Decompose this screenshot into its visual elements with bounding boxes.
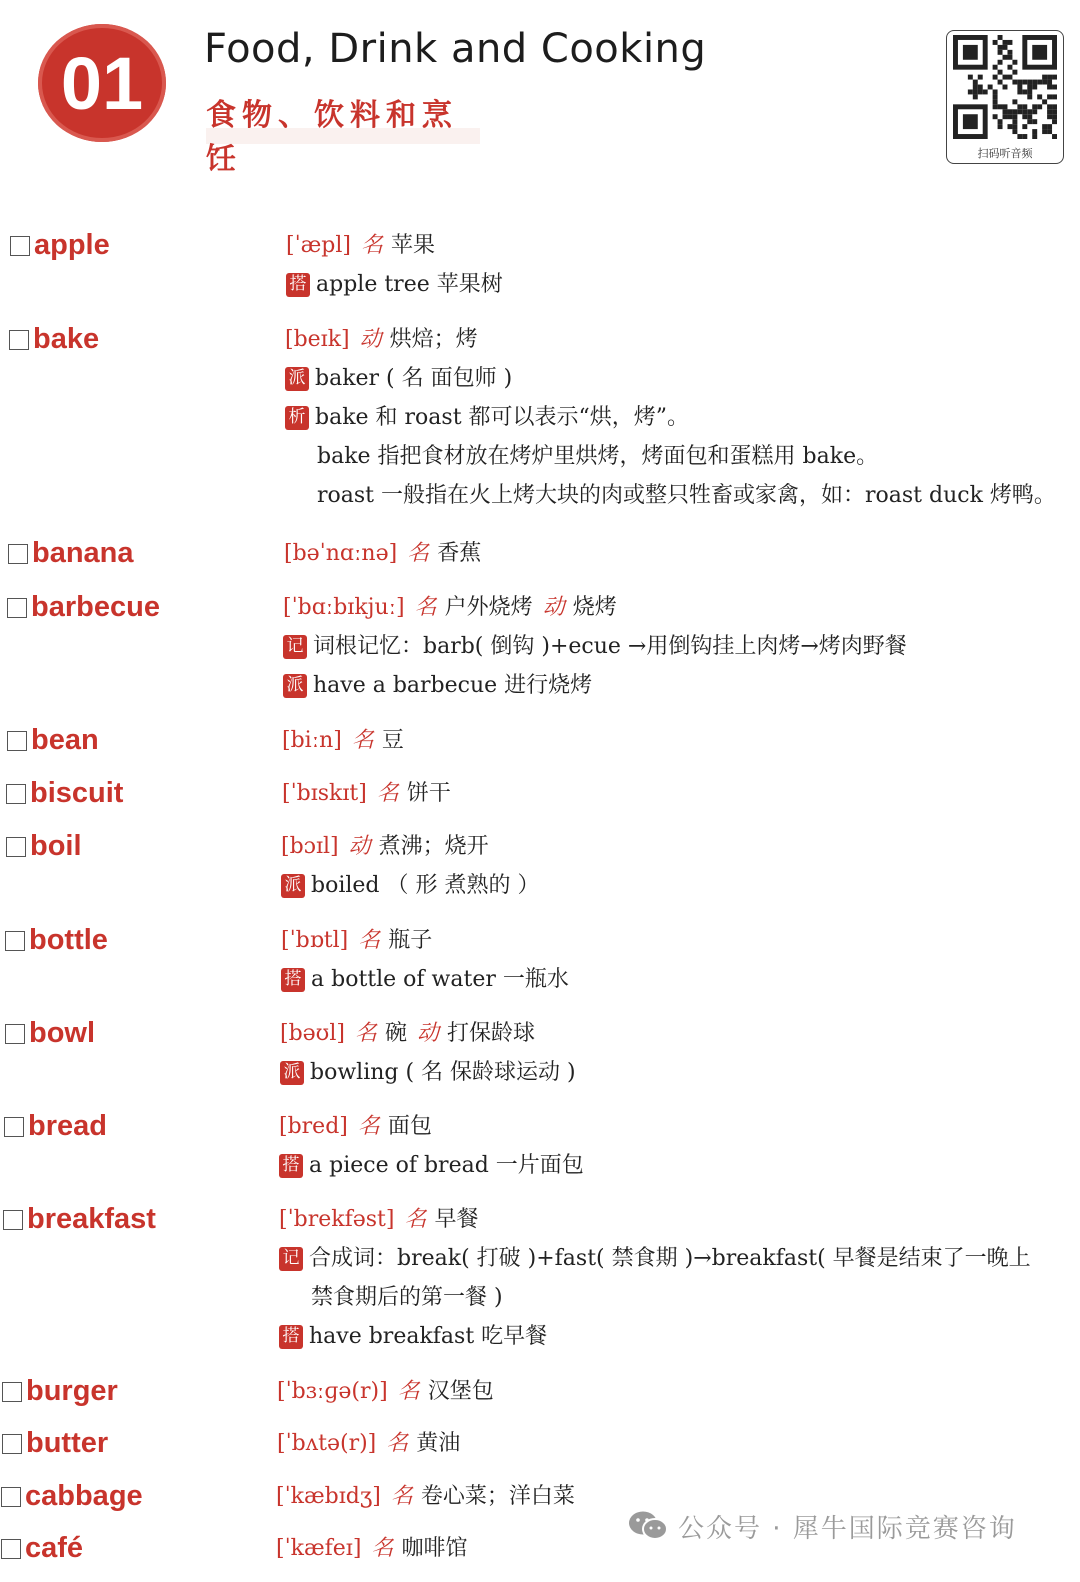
checkbox-icon[interactable]: [2, 1434, 22, 1454]
definition-line: [286, 265, 503, 304]
phonetic: [ˈkæfeɪ]: [276, 1536, 362, 1561]
part-of-speech: 名: [354, 1021, 377, 1046]
meaning: 卷心菜；洋白菜: [420, 1484, 575, 1509]
definition-line: [279, 1107, 584, 1146]
vocab-word: bowl: [29, 1017, 96, 1049]
phonetic: [ˈbɪskɪt]: [282, 781, 367, 806]
meaning: 烧烤: [572, 595, 617, 620]
vocab-definitions: [280, 1014, 576, 1092]
part-of-speech: 动: [348, 834, 371, 859]
vocab-word-row: [7, 721, 99, 760]
label-tag: 派: [281, 874, 305, 898]
definition-line: [277, 1372, 504, 1411]
qr-code-icon: [953, 35, 1057, 139]
phonetic: [bəʊl]: [280, 1021, 345, 1046]
label-tag: 记: [283, 635, 307, 659]
definition-line: [285, 320, 1056, 359]
note-text: a piece of bread 一片面包: [309, 1153, 584, 1178]
watermark: [628, 1504, 1017, 1548]
unit-title-chinese: 食物、饮料和烹饪: [206, 90, 480, 144]
vocab-definitions: [285, 320, 1056, 515]
checkbox-icon[interactable]: [6, 784, 26, 804]
checkbox-icon[interactable]: [3, 1210, 23, 1230]
phonetic: [ˈbɜːɡə(r)]: [277, 1379, 388, 1404]
watermark-text: 公众号 · 犀牛国际竞赛咨询: [678, 1513, 1017, 1544]
label-tag: 派: [285, 367, 309, 391]
vocab-word-row: [5, 1014, 95, 1053]
note-text: roast 一般指在火上烤大块的肉或整只牲畜或家禽，如：roast duck 烤鸭。: [317, 483, 1056, 508]
wechat-icon: [628, 1509, 668, 1543]
meaning: 苹果: [391, 233, 436, 258]
definition-line: [276, 1477, 585, 1516]
phonetic: [beɪk]: [285, 327, 350, 352]
meaning: 香蕉: [437, 541, 482, 566]
unit-number-badge: 01: [38, 24, 166, 142]
checkbox-icon[interactable]: [1, 1487, 21, 1507]
definition-line: [279, 1239, 1031, 1278]
vocab-definitions: [276, 1529, 477, 1568]
vocab-word: bread: [28, 1110, 107, 1142]
label-tag: 派: [283, 674, 307, 698]
definition-line: [283, 627, 907, 666]
vocab-word-row: [4, 1107, 107, 1146]
vocab-word: café: [25, 1532, 84, 1564]
checkbox-icon[interactable]: [6, 837, 26, 857]
meaning: 烘焙；烤: [389, 327, 478, 352]
note-text: have a barbecue 进行烧烤: [313, 673, 593, 698]
note-text: bowling ( 名 保龄球运动 ): [310, 1060, 576, 1085]
part-of-speech: 名: [397, 1379, 420, 1404]
vocab-word-row: [7, 588, 160, 627]
part-of-speech: 名: [404, 1207, 427, 1232]
vocab-word: biscuit: [30, 777, 124, 809]
part-of-speech: 名: [371, 1536, 394, 1561]
note-text: boiled （ 形 煮熟的 ）: [311, 873, 540, 898]
note-text: baker ( 名 面包师 ): [315, 366, 513, 391]
definition-line: [282, 774, 461, 813]
checkbox-icon[interactable]: [8, 544, 28, 564]
definition-line: [281, 921, 569, 960]
qr-caption: 扫码听音频: [977, 147, 1033, 160]
meaning: 豆: [381, 728, 404, 753]
part-of-speech: 动: [359, 327, 382, 352]
part-of-speech: 名: [357, 1114, 380, 1139]
definition-line: [281, 827, 539, 866]
meaning: 早餐: [434, 1207, 479, 1232]
part-of-speech: 名: [376, 781, 399, 806]
vocab-word: banana: [32, 537, 134, 569]
part-of-speech: 名: [351, 728, 374, 753]
meaning: 打保龄球: [447, 1021, 536, 1046]
meaning: 黄油: [416, 1431, 461, 1456]
checkbox-icon[interactable]: [4, 1117, 24, 1137]
meaning: 煮沸；烧开: [378, 834, 489, 859]
part-of-speech: 名: [390, 1484, 413, 1509]
definition-line: [276, 1529, 477, 1568]
note-text: 禁食期后的第一餐 ): [311, 1285, 503, 1310]
phonetic: [ˈbʌtə(r)]: [277, 1431, 377, 1456]
vocab-word-row: [6, 774, 123, 813]
definition-line: [283, 666, 907, 705]
definition-line: [285, 437, 1056, 476]
vocab-definitions: [282, 774, 461, 813]
definition-line: [285, 359, 1056, 398]
part-of-speech: 名: [361, 233, 384, 258]
meaning: 户外烧烤: [444, 595, 533, 620]
page-header: [0, 0, 1080, 200]
vocab-word-row: [3, 1200, 156, 1239]
vocab-word-row: [10, 226, 110, 265]
part-of-speech: 名: [358, 928, 381, 953]
vocab-word-row: [1, 1529, 83, 1568]
phonetic: [bəˈnɑːnə]: [284, 541, 398, 566]
definition-line: [283, 588, 907, 627]
unit-title-english: Food, Drink and Cooking: [204, 26, 707, 72]
part-of-speech: 动: [542, 595, 565, 620]
definition-line: [280, 1053, 576, 1092]
part-of-speech: 动: [416, 1021, 439, 1046]
vocab-definitions: [286, 226, 503, 304]
checkbox-icon[interactable]: [9, 330, 29, 350]
checkbox-icon[interactable]: [1, 1539, 21, 1559]
phonetic: [ˈæpl]: [286, 233, 352, 258]
phonetic: [ˈkæbɪdʒ]: [276, 1484, 381, 1509]
vocab-definitions: [279, 1107, 584, 1185]
vocab-word: cabbage: [25, 1480, 143, 1512]
note-text: 合成词：break( 打破 )+fast( 禁食期 )→breakfast( 早餐是结束了一晚上: [309, 1246, 1031, 1271]
note-text: bake 指把食材放在烤炉里烘烤，烤面包和蛋糕用 bake。: [317, 444, 879, 469]
definition-line: [279, 1317, 1031, 1356]
definition-line: [281, 960, 569, 999]
definition-line: [279, 1200, 1031, 1239]
vocab-word-row: [6, 827, 82, 866]
vocab-word: barbecue: [31, 591, 160, 623]
label-tag: 析: [285, 406, 309, 430]
vocab-word: bottle: [29, 924, 108, 956]
vocab-definitions: [281, 921, 569, 999]
note-text: apple tree 苹果树: [316, 272, 503, 297]
meaning: 面包: [387, 1114, 432, 1139]
phonetic: [bred]: [279, 1114, 348, 1139]
vocab-word: butter: [26, 1427, 109, 1459]
definition-line: [284, 534, 491, 573]
vocab-word: breakfast: [27, 1203, 156, 1235]
vocab-word: apple: [34, 229, 110, 261]
phonetic: [ˈbɒtl]: [281, 928, 349, 953]
note-text: a bottle of water 一瓶水: [311, 967, 569, 992]
vocab-word: burger: [26, 1375, 118, 1407]
vocab-word-row: [5, 921, 108, 960]
definition-line: [286, 226, 503, 265]
checkbox-icon[interactable]: [5, 931, 25, 951]
part-of-speech: 名: [386, 1431, 409, 1456]
vocab-word-row: [2, 1372, 118, 1411]
note-text: have breakfast 吃早餐: [309, 1324, 548, 1349]
definition-line: [285, 398, 1056, 437]
definition-line: [280, 1014, 576, 1053]
definition-line: [279, 1146, 584, 1185]
note-text: 词根记忆：barb( 倒钩 )+ecue →用倒钩挂上肉烤→烤肉野餐: [313, 634, 907, 659]
label-tag: 搭: [281, 968, 305, 992]
definition-line: [285, 476, 1056, 515]
definition-line: [277, 1424, 470, 1463]
phonetic: [bɔɪl]: [281, 834, 339, 859]
checkbox-icon[interactable]: [7, 731, 27, 751]
definition-line: [282, 721, 414, 760]
label-tag: 搭: [286, 273, 310, 297]
checkbox-icon[interactable]: [2, 1382, 22, 1402]
vocab-word-row: [9, 320, 99, 359]
label-tag: 派: [280, 1061, 304, 1085]
part-of-speech: 名: [407, 541, 430, 566]
meaning: 瓶子: [388, 928, 433, 953]
label-tag: 记: [279, 1247, 303, 1271]
vocab-definitions: [283, 588, 907, 705]
vocab-word-row: [1, 1477, 143, 1516]
meaning: 饼干: [406, 781, 451, 806]
vocab-word-row: [8, 534, 134, 573]
vocab-word: bean: [31, 724, 99, 756]
vocab-word: bake: [33, 323, 100, 355]
label-tag: 搭: [279, 1325, 303, 1349]
definition-line: [281, 866, 539, 905]
vocab-definitions: [279, 1200, 1031, 1356]
vocab-definitions: [282, 721, 414, 760]
vocab-definitions: [277, 1424, 470, 1463]
meaning: 咖啡馆: [401, 1536, 468, 1561]
phonetic: [biːn]: [282, 728, 342, 753]
vocab-word: boil: [30, 830, 82, 862]
vocab-definitions: [284, 534, 491, 573]
meaning: 汉堡包: [427, 1379, 494, 1404]
part-of-speech: 名: [414, 595, 437, 620]
checkbox-icon[interactable]: [7, 598, 27, 618]
phonetic: [ˈbrekfəst]: [279, 1207, 395, 1232]
note-text: bake 和 roast 都可以表示“烘，烤”。: [315, 405, 690, 430]
vocab-definitions: [281, 827, 539, 905]
checkbox-icon[interactable]: [5, 1024, 25, 1044]
phonetic: [ˈbɑːbɪkjuː]: [283, 595, 405, 620]
label-tag: 搭: [279, 1154, 303, 1178]
vocab-definitions: [277, 1372, 504, 1411]
meaning: 碗: [384, 1021, 407, 1046]
audio-qr-code[interactable]: [946, 30, 1064, 164]
checkbox-icon[interactable]: [10, 236, 30, 256]
vocab-word-row: [2, 1424, 108, 1463]
definition-line: [279, 1278, 1031, 1317]
vocab-definitions: [276, 1477, 585, 1516]
